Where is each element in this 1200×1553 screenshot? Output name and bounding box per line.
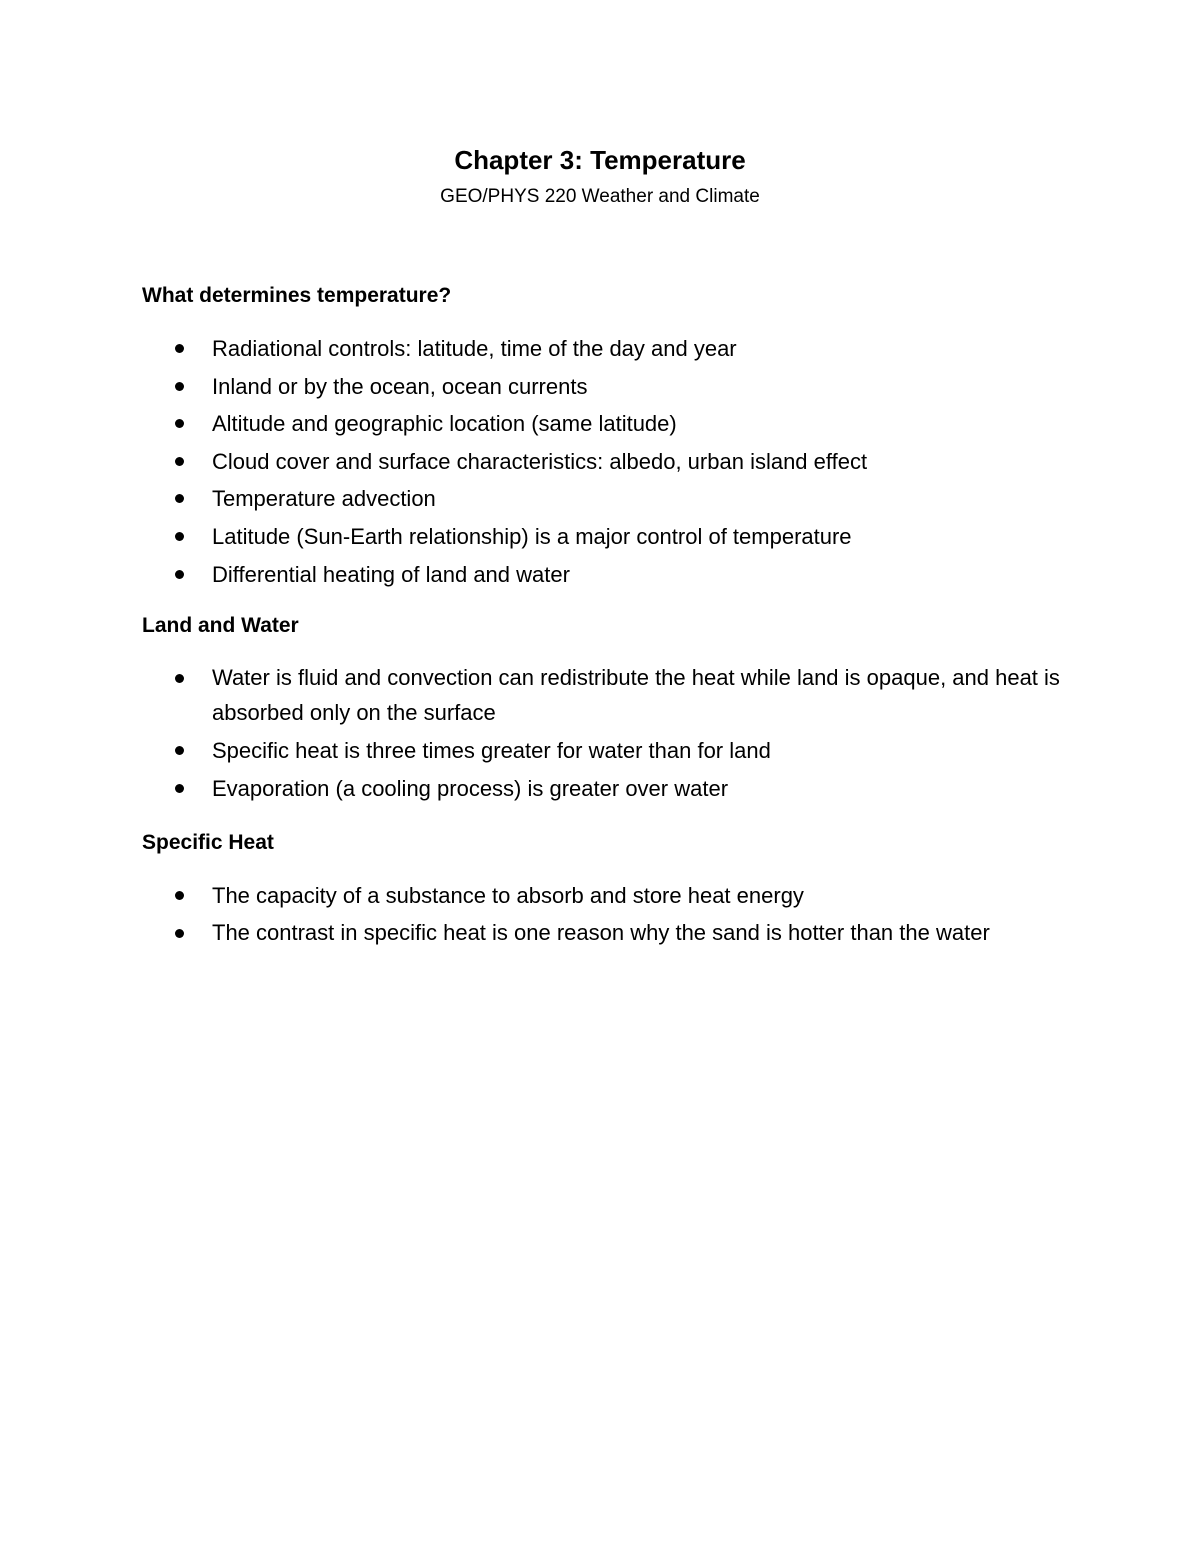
bullet-icon bbox=[175, 419, 184, 428]
section-land-and-water bbox=[142, 612, 1062, 807]
section-heading: Specific Heat bbox=[142, 831, 274, 854]
bullet-icon bbox=[175, 382, 184, 391]
bullet-icon bbox=[175, 674, 184, 683]
list-item-text: Differential heating of land and water bbox=[212, 561, 570, 587]
list-item bbox=[142, 915, 1062, 950]
section-specific-heat bbox=[142, 829, 1062, 952]
list-item bbox=[142, 330, 1062, 368]
page-subtitle: GEO/PHYS 220 Weather and Climate bbox=[440, 186, 760, 207]
bullet-list bbox=[142, 330, 1062, 593]
list-item-text: Latitude (Sun-Earth relationship) is a major control of temperature bbox=[212, 523, 852, 549]
bullet-list bbox=[142, 877, 1062, 950]
bullet-icon bbox=[175, 457, 184, 466]
list-item bbox=[142, 368, 1062, 406]
list-item-text: Evaporation (a cooling process) is greater over water bbox=[212, 775, 729, 801]
list-item-text: The capacity of a substance to absorb and store heat energy bbox=[212, 883, 804, 908]
bullet-icon bbox=[175, 929, 184, 938]
list-item bbox=[142, 770, 1062, 808]
list-item bbox=[142, 877, 1062, 915]
list-item-text: Cloud cover and surface characteristics: albedo, urban island effect bbox=[212, 448, 868, 474]
list-item-text: Water is fluid and convection can redistribute the heat while land is opaque, and heat is absorbed only on the surface bbox=[212, 665, 1060, 725]
list-item-text: Inland or by the ocean, ocean currents bbox=[212, 373, 588, 399]
section-heading: What determines temperature? bbox=[142, 284, 452, 307]
list-item bbox=[142, 556, 1062, 594]
bullet-icon bbox=[175, 746, 184, 755]
list-item bbox=[142, 518, 1062, 556]
bullet-icon bbox=[175, 891, 184, 900]
bullet-icon bbox=[175, 784, 184, 793]
list-item bbox=[142, 732, 1062, 770]
page-title: Chapter 3: Temperature bbox=[454, 145, 746, 175]
section-what-determines-temperature bbox=[142, 282, 1062, 593]
list-item-text: The contrast in specific heat is one reason why the sand is hotter than the water bbox=[212, 919, 990, 945]
list-item bbox=[142, 660, 1062, 730]
list-item bbox=[142, 405, 1062, 443]
section-heading: Land and Water bbox=[142, 614, 299, 637]
bullet-icon bbox=[175, 570, 184, 579]
list-item-text: Altitude and geographic location (same latitude) bbox=[212, 411, 677, 437]
list-item-text: Radiational controls: latitude, time of the day and year bbox=[212, 336, 737, 361]
bullet-icon bbox=[175, 344, 184, 353]
list-item bbox=[142, 480, 1062, 518]
bullet-icon bbox=[175, 494, 184, 503]
bullet-icon bbox=[175, 532, 184, 541]
list-item bbox=[142, 443, 1062, 481]
list-item-text: Specific heat is three times greater for water than for land bbox=[212, 738, 771, 763]
bullet-list bbox=[142, 660, 1062, 807]
list-item-text: Temperature advection bbox=[212, 486, 436, 512]
